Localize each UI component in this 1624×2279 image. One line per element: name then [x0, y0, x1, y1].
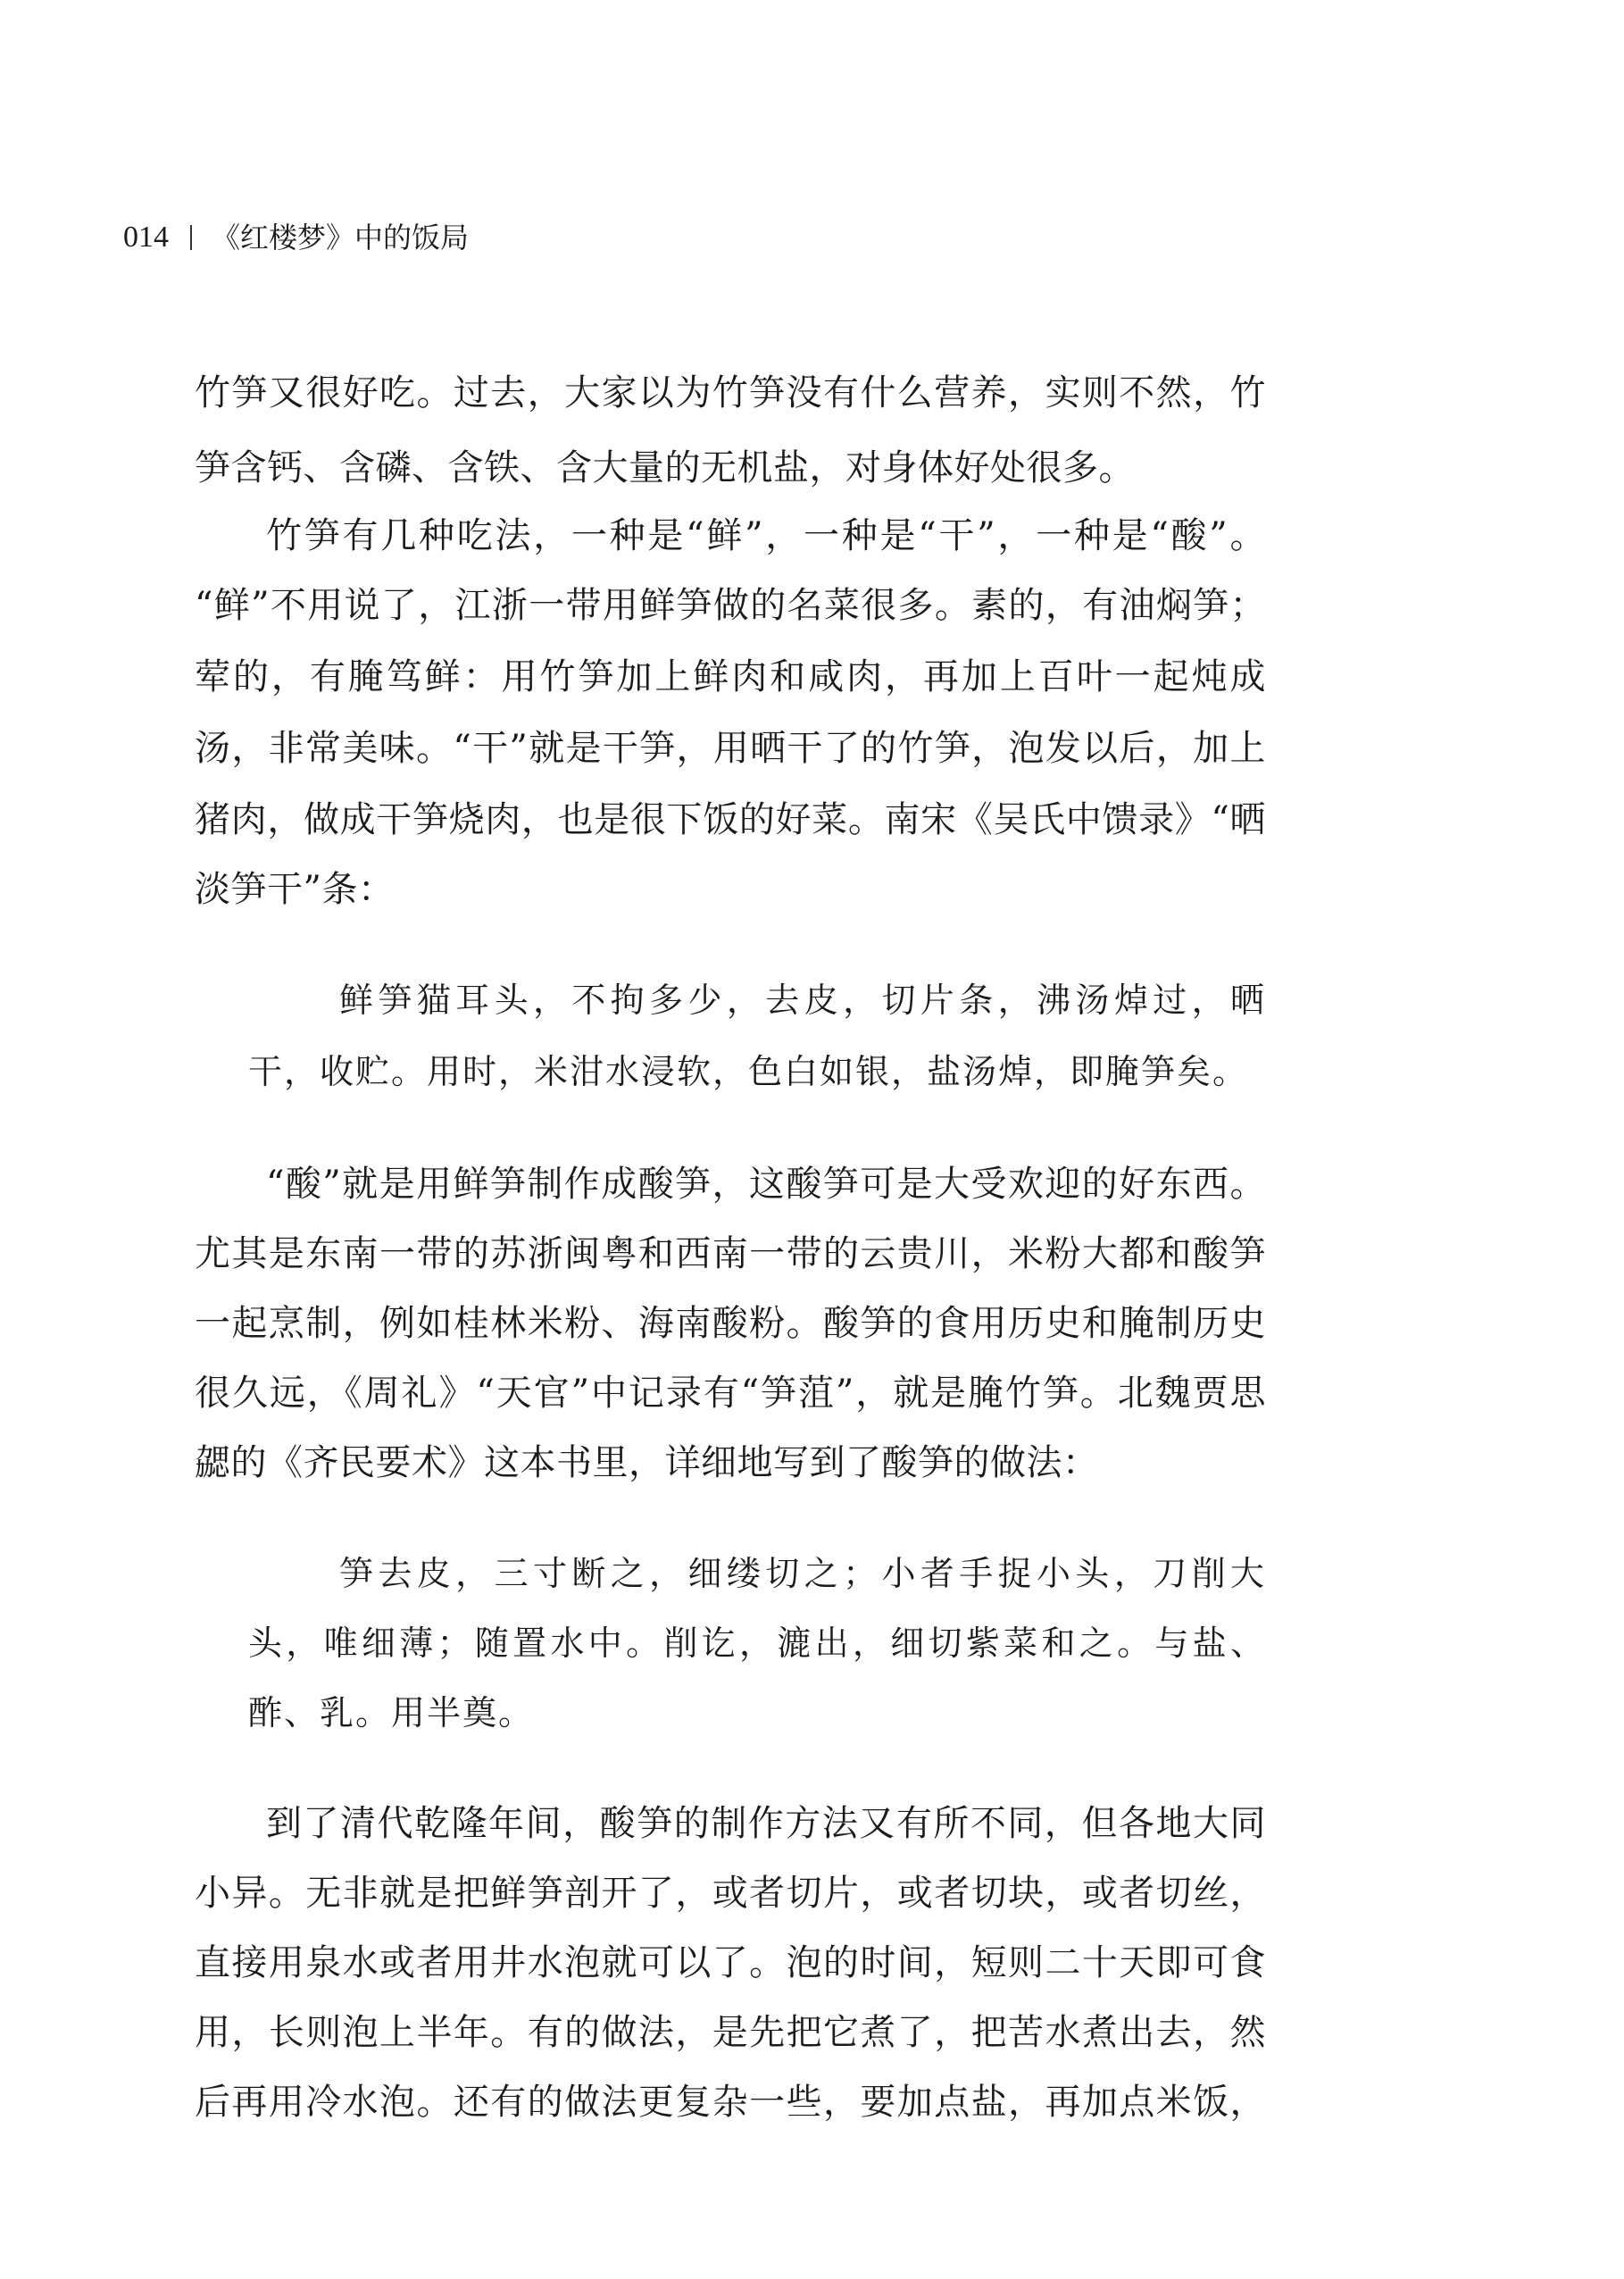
header-separator — [190, 225, 192, 250]
quote-line: 头，唯细薄；随置水中。削讫，漉出，细切紫菜和之。与盐、 — [248, 1624, 1266, 1663]
paragraph-line: 竹笋又很好吃。过去，大家以为竹笋没有什么营养，实则不然，竹 — [195, 372, 1266, 413]
paragraph-line: 后再用冷水泡。还有的做法更复杂一些，要加点盐，再加点米饭， — [195, 2082, 1266, 2123]
paragraph-line: 猪肉，做成干笋烧肉，也是很下饭的好菜。南宋《吴氏中馈录》“晒 — [195, 799, 1266, 840]
paragraph-line: 直接用泉水或者用井水泡就可以了。泡的时间，短则二十天即可食 — [195, 1942, 1266, 1983]
paragraph-line: 汤，非常美味。“干”就是干笋，用晒干了的竹笋，泡发以后，加上 — [195, 728, 1266, 769]
paragraph-line: 到了清代乾隆年间，酸笋的制作方法又有所不同，但各地大同 — [266, 1803, 1266, 1844]
paragraph-line: 荤的，有腌笃鲜：用竹笋加上鲜肉和咸肉，再加上百叶一起炖成 — [195, 656, 1266, 697]
quote-line: 酢、乳。用半奠。 — [248, 1693, 535, 1732]
book-title: 《红楼梦》中的饭局 — [212, 221, 470, 255]
quote-line: 干，收贮。用时，米泔水浸软，色白如银，盐汤焯，即腌笋矣。 — [248, 1052, 1249, 1091]
quote-line: 鲜笋猫耳头，不拘多少，去皮，切片条，沸汤焯过，晒 — [339, 981, 1266, 1020]
paragraph-line: 笋含钙、含磷、含铁、含大量的无机盐，对身体好处很多。 — [195, 447, 1135, 488]
paragraph-line: 用，长则泡上半年。有的做法，是先把它煮了，把苦水煮出去，然 — [195, 2012, 1266, 2053]
paragraph-line: 尤其是东南一带的苏浙闽粤和西南一带的云贵川，米粉大都和酸笋 — [195, 1233, 1266, 1274]
page-number: 014 — [123, 221, 169, 254]
paragraph-line: 很久远，《周礼》“天官”中记录有“笋菹”，就是腌竹笋。北魏贾思 — [195, 1373, 1266, 1414]
paragraph-line: “酸”就是用鲜笋制作成酸笋，这酸笋可是大受欢迎的好东西。 — [266, 1164, 1266, 1205]
quote-line: 笋去皮，三寸断之，细缕切之；小者手捉小头，刀削大 — [339, 1554, 1266, 1593]
paragraph-line: 勰的《齐民要术》这本书里，详细地写到了酸笋的做法： — [195, 1442, 1099, 1483]
paragraph-line: 一起烹制，例如桂林米粉、海南酸粉。酸笋的食用历史和腌制历史 — [195, 1303, 1266, 1344]
running-header — [123, 220, 469, 255]
paragraph-line: 淡笋干”条： — [195, 869, 395, 910]
paragraph-line: “鲜”不用说了，江浙一带用鲜笋做的名菜很多。素的，有油焖笋； — [195, 585, 1266, 626]
paragraph-line: 小异。无非就是把鲜笋剖开了，或者切片，或者切块，或者切丝， — [195, 1873, 1266, 1914]
paragraph-line: 竹笋有几种吃法，一种是“鲜”，一种是“干”，一种是“酸”。 — [266, 515, 1266, 556]
